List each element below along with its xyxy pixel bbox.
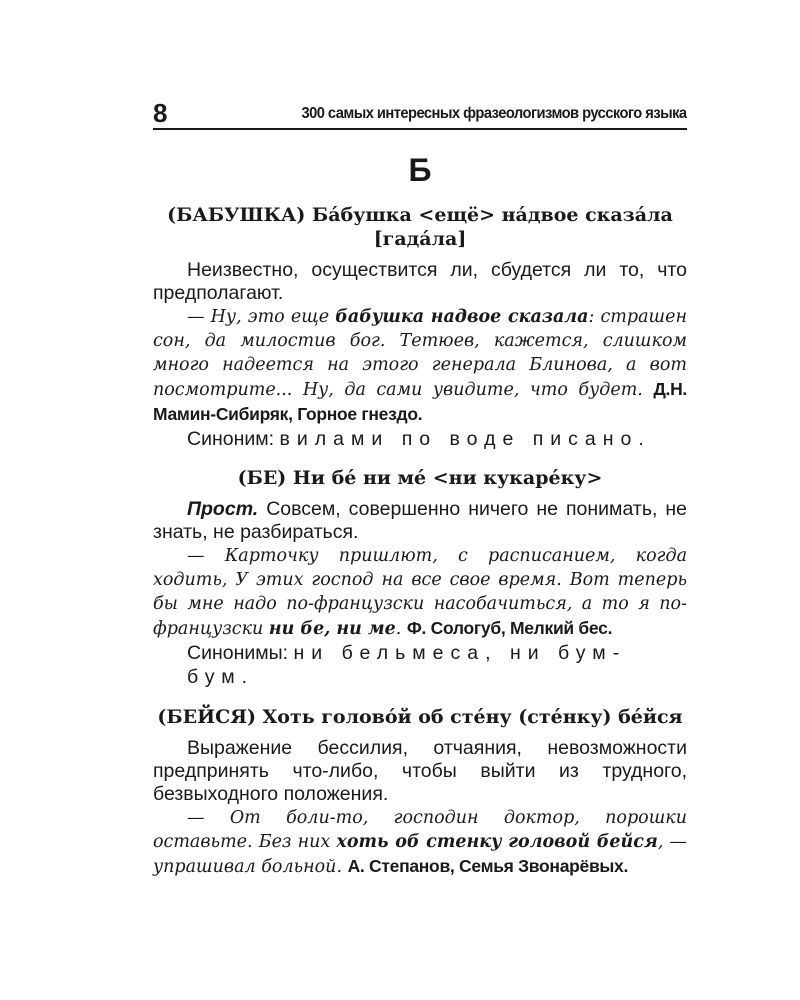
synonym-label: Синоним: [187, 428, 280, 450]
quote-phrase: ни бе, ни ме [268, 619, 396, 639]
dictionary-entry [153, 705, 687, 879]
entry-headword [153, 203, 687, 251]
entry-quote [153, 305, 687, 427]
quote-source: Ф. Сологуб, Мелкий бес. [406, 618, 613, 638]
entry-quote [153, 806, 687, 879]
section-letter: Б [408, 152, 432, 188]
entry-headword [153, 705, 687, 729]
entry-quote [153, 544, 687, 641]
running-head [153, 96, 687, 130]
quote-phrase: хоть об стенку головой бейся [336, 832, 658, 852]
quote-source: А. Степанов, Семья Звонарёвых. [347, 856, 629, 876]
entry-definition [153, 498, 687, 544]
headword-line: [гада́ла] [373, 228, 467, 250]
dictionary-entry [153, 203, 687, 451]
definition-text: Совсем, совершенно ничего не понимать, не знать, не разбираться. [153, 498, 687, 543]
quote-text: . [395, 619, 407, 639]
entry-synonyms [153, 427, 687, 451]
entry-headword [153, 466, 687, 490]
page-number: 8 [153, 98, 167, 128]
quote-text: — От боли-то, господин доктор, порошки оставьте. Без них [153, 808, 687, 852]
synonym-text: ни бельмеса, ни бум-бум. [187, 642, 627, 688]
book-title: 300 самых интересных фразеологизмов русского языка [301, 105, 687, 122]
headword-line: (БАБУШКА) Ба́бушка <ещё> на́двое сказа́ла [167, 204, 673, 226]
headword-line: (БЕЙСЯ) Хоть голово́й об сте́ну (сте́нку) бе́йся [157, 706, 683, 728]
headword-line: (БЕ) Ни бе́ ни ме́ <ни кукаре́ку> [237, 467, 603, 489]
synonym-label: Синонимы: [187, 642, 294, 664]
dictionary-entry [153, 466, 687, 689]
entry-definition: Неизвестно, осуществится ли, сбудется ли то, что предполагают. [153, 259, 687, 304]
synonym-text: вилами по воде писано. [279, 428, 651, 450]
quote-source: Д.Н. Мамин-Сибиряк, Горное гнездо. [153, 379, 687, 424]
quote-text: — Ну, это еще [187, 307, 336, 327]
entry-synonyms [153, 641, 687, 689]
quote-text: : страшен сон, да милостив бог. Тетюев, кажется, слишком много надеется на этого генерала Блинова, а вот посмотрите... Ну, да сами увидите, что будет. [153, 307, 687, 400]
quote-phrase: бабушка надвое сказала [335, 307, 589, 327]
quote-text: , — упрашивал больной. [153, 832, 687, 877]
quote-text: — Карточку пришлют, с расписанием, когда ходить, У этих господ на все свое время. Вот теперь бы мне надо по-французски насобачиться, а то я по-французски [153, 546, 687, 639]
entry-definition: Выражение бессилия, отчаяния, невозможности предпринять что-либо, чтобы выйти из трудного, безвыходного положения. [153, 737, 687, 805]
usage-label: Прост. [187, 498, 259, 520]
